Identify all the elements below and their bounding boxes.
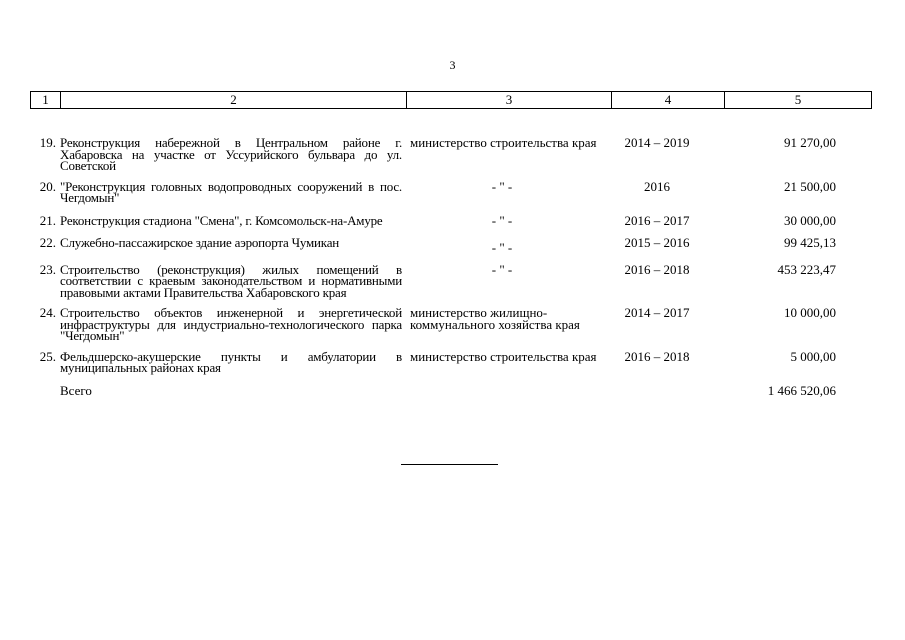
responsible-ministry: - " - — [491, 240, 513, 255]
total-period-spacer — [602, 385, 712, 397]
responsible-ministry: министерство жилищно-коммунального хозяйства края — [410, 305, 580, 332]
project-name: Строительство объектов инженерной и энергетической инфраструктуры для индустриально-технологического парка "Чегдомын" — [60, 305, 402, 343]
row-number: 19. — [39, 135, 56, 150]
period: 2016 — [644, 178, 670, 194]
period: 2016 – 2018 — [624, 261, 690, 277]
table-row — [30, 348, 872, 375]
header-col-4: 4 — [612, 92, 725, 108]
table-row — [30, 261, 872, 300]
period: 2014 – 2019 — [624, 135, 690, 150]
period: 2016 – 2018 — [624, 348, 690, 364]
project-name: Реконструкция стадиона "Смена", г. Комсомольск-на-Амуре — [60, 212, 383, 228]
amount: 5 000,00 — [790, 348, 836, 364]
row-number: 21. — [39, 212, 56, 228]
total-spacer — [30, 385, 60, 397]
responsible-ministry: - " - — [491, 178, 513, 194]
total-ministry-spacer — [402, 385, 602, 397]
period: 2016 – 2017 — [624, 212, 690, 228]
total-row — [30, 382, 872, 398]
row-number: 23. — [39, 261, 56, 277]
project-name: Строительство (реконструкция) жилых помещений в соответствии с краевым законодательством и нормативными правовыми актами Правительства Хабаровского края — [60, 261, 402, 300]
amount: 91 270,00 — [784, 135, 836, 150]
amount: 21 500,00 — [784, 178, 836, 194]
period: 2015 – 2016 — [624, 235, 690, 250]
project-name: "Реконструкция головных водопроводных сооружений в пос. Чегдомын" — [60, 178, 402, 205]
table-row — [30, 212, 872, 228]
header-col-2: 2 — [61, 92, 407, 108]
table-row — [30, 237, 872, 254]
row-number: 24. — [39, 305, 56, 320]
header-col-5: 5 — [794, 92, 802, 107]
table-row — [30, 137, 872, 172]
row-number: 22. — [39, 235, 56, 250]
table-row — [30, 307, 872, 342]
project-name: Реконструкция набережной в Центральном районе г. Хабаровска на участке от Уссурийского бульвара до ул. Советской — [60, 135, 402, 173]
responsible-ministry: - " - — [491, 261, 513, 277]
table-body — [30, 137, 872, 405]
total-amount: 1 466 520,06 — [767, 382, 836, 398]
amount: 453 223,47 — [777, 261, 836, 277]
amount: 99 425,13 — [784, 235, 836, 250]
project-name: Служебно-пассажирское здание аэропорта Чумикан — [60, 235, 340, 250]
project-name: Фельдшерско-акушерские пункты и амбулатории в муниципальных районах края — [60, 348, 402, 375]
responsible-ministry: министерство строительства края — [410, 348, 597, 364]
end-separator-line — [401, 464, 498, 465]
row-number: 25. — [39, 348, 56, 364]
responsible-ministry: министерство строительства края — [410, 135, 597, 150]
amount: 30 000,00 — [784, 212, 836, 228]
total-label: Всего — [60, 382, 92, 398]
column-number-header — [30, 91, 872, 109]
period: 2014 – 2017 — [624, 305, 690, 320]
table-row — [30, 178, 872, 205]
row-number: 20. — [39, 178, 56, 194]
header-col-3: 3 — [407, 92, 612, 108]
header-col-1: 1 — [31, 92, 61, 108]
page-number: 3 — [449, 58, 456, 72]
responsible-ministry: - " - — [491, 212, 513, 228]
amount: 10 000,00 — [784, 305, 836, 320]
